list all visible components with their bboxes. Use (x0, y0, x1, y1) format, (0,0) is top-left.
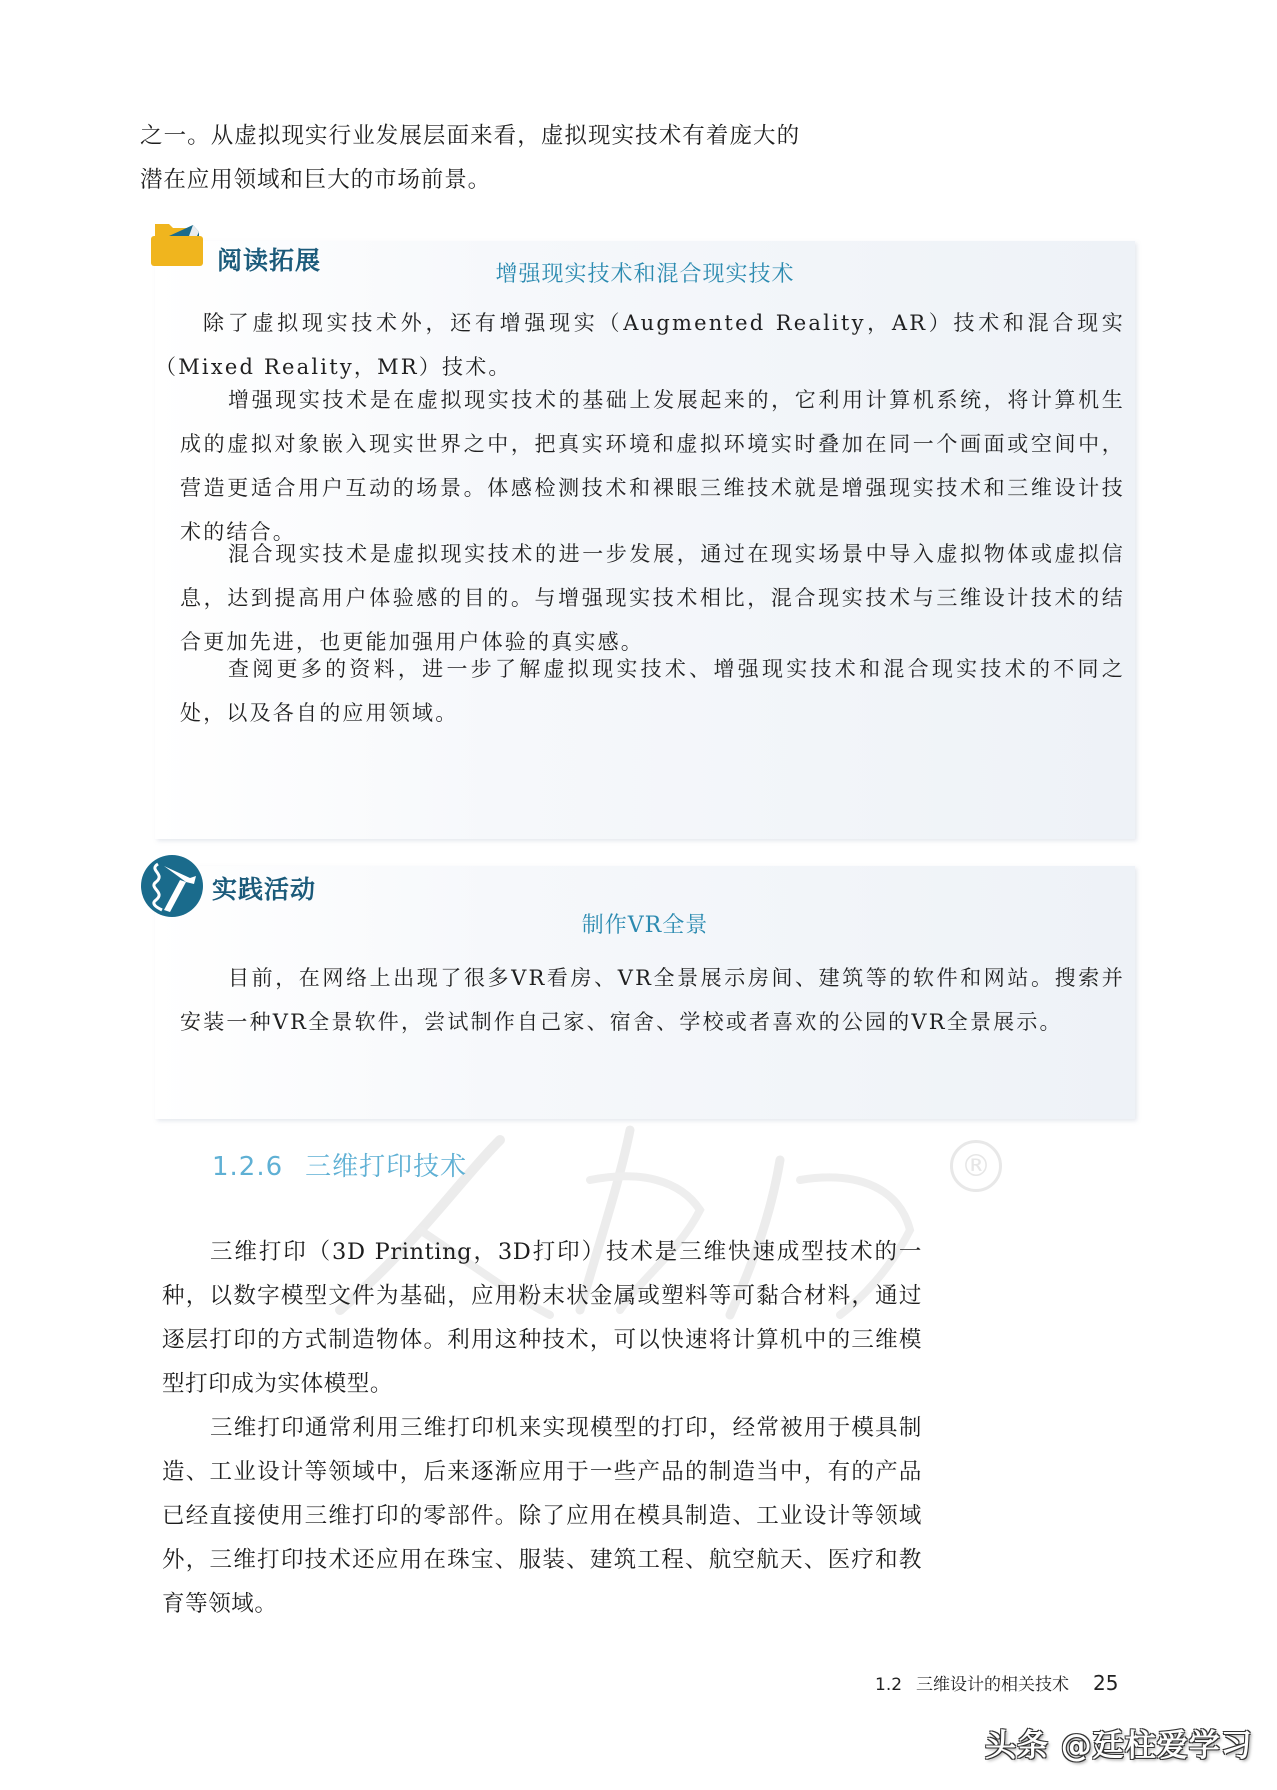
page-footer (875, 1670, 1119, 1695)
intro-paragraph: 之一。从虚拟现实行业发展层面来看，虚拟现实技术有着庞大的潜在应用领域和巨大的市场前景。 (140, 123, 800, 193)
reading-paragraph: 查阅更多的资料，进一步了解虚拟现实技术、增强现实技术和混合现实技术的不同之处，以及各自的应用领域。 (180, 657, 1125, 725)
reading-extension-box (155, 241, 1135, 839)
reading-paragraph: 混合现实技术是虚拟现实技术的进一步发展，通过在现实场景中导入虚拟物体或虚拟信息，达到提高用户体验感的目的。与增强现实技术相比，混合现实技术与三维设计技术的结合更加先进，也更能加强用户体验的真实感。 (180, 542, 1125, 654)
platform-watermark: 头条 @廷柱爱学习 (985, 1728, 1253, 1764)
section-title: 三维打印技术 (305, 1152, 468, 1182)
section-number: 1.2.6 (212, 1152, 284, 1182)
reading-paragraph: 增强现实技术是在虚拟现实技术的基础上发展起来的，它利用计算机系统，将计算机生成的虚拟对象嵌入现实世界之中，把真实环境和虚拟环境实时叠加在同一个画面或空间中，营造更适合用户互动的场景。体感检测技术和裸眼三维技术就是增强现实技术和三维设计技术的结合。 (180, 388, 1125, 544)
footer-section-number: 1.2 (875, 1675, 903, 1695)
practice-activity-box (155, 866, 1135, 1119)
footer-section-title: 三维设计的相关技术 (916, 1675, 1070, 1695)
section-heading (212, 1146, 467, 1183)
practice-box-subtitle: 制作VR全景 (581, 913, 709, 938)
reading-box-subtitle: 增强现实技术和混合现实技术 (495, 262, 795, 287)
practice-box-title: 实践活动 (212, 875, 317, 904)
reading-paragraph: 除了虚拟现实技术外，还有增强现实（Augmented Reality，AR）技术和混合现实（Mixed Reality，MR）技术。 (155, 311, 1125, 379)
page-number: 25 (1093, 1671, 1119, 1695)
practice-paragraph: 目前，在网络上出现了很多VR看房、VR全景展示房间、建筑等的软件和网站。搜索并安装一种VR全景软件，尝试制作自己家、宿舍、学校或者喜欢的公园的VR全景展示。 (180, 966, 1125, 1034)
section-paragraph: 三维打印（3D Printing，3D打印）技术是三维快速成型技术的一种，以数字模型文件为基础，应用粉末状金属或塑料等可黏合材料，通过逐层打印的方式制造物体。利用这种技术，可以快速将计算机中的三维模型打印成为实体模型。 (162, 1239, 922, 1397)
section-paragraph: 三维打印通常利用三维打印机来实现模型的打印，经常被用于模具制造、工业设计等领域中，后来逐渐应用于一些产品的制造当中，有的产品已经直接使用三维打印的零部件。除了应用在模具制造、工业设计等领域外，三维打印技术还应用在珠宝、服装、建筑工程、航空航天、医疗和教育等领域。 (162, 1415, 922, 1617)
registered-mark: ® (950, 1140, 1002, 1192)
reading-box-title: 阅读拓展 (217, 246, 322, 275)
